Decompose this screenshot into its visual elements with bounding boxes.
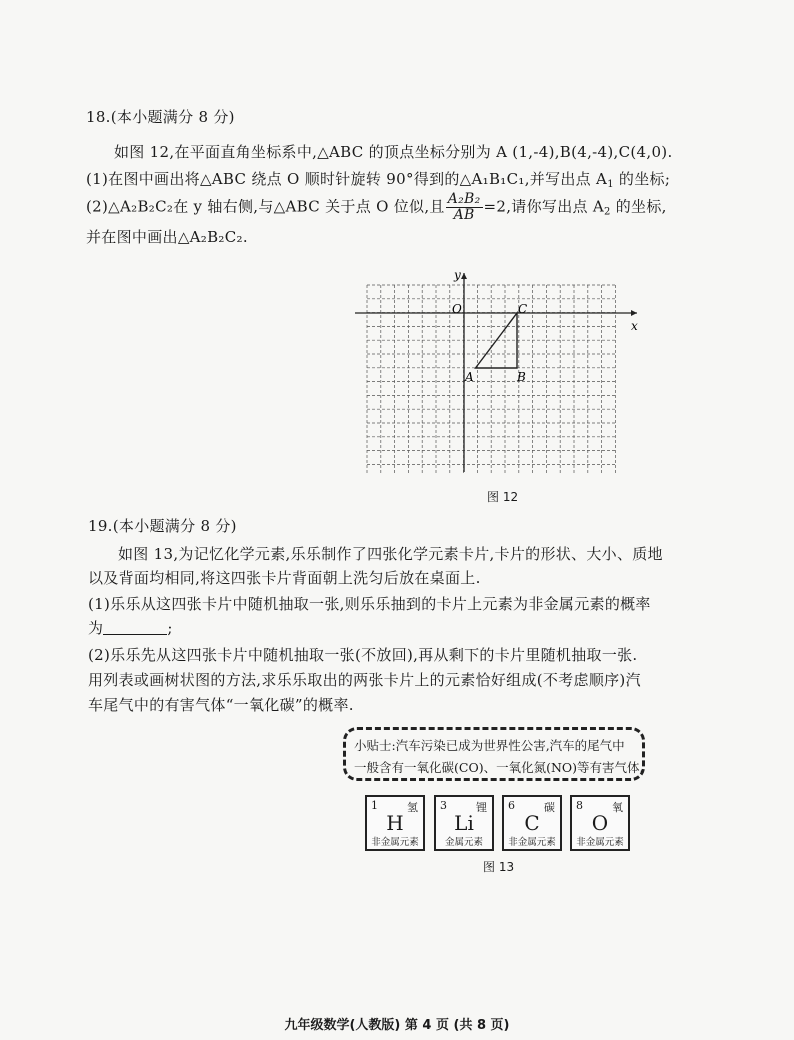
q19-line-1: 如图 13,为记忆化学元素,乐乐制作了四张化学元素卡片,卡片的形状、大小、质地 (118, 545, 663, 563)
page-footer: 九年级数学(人教版) 第 4 页 (共 8 页) (284, 1018, 510, 1033)
atomic-number: 3 (440, 799, 447, 812)
q19-line-2: 以及背面均相同,将这四张卡片背面朝上洗匀后放在桌面上. (88, 569, 481, 587)
q18-part1: (1)在图中画出将△ABC 绕点 O 顺时针旋转 90°得到的△A₁B₁C₁,并写出点 $A_1$ 的坐标; (86, 170, 671, 190)
tip-line-1: 小贴士:汽车污染已成为世界性公害,汽车的尾气中 (354, 738, 625, 753)
origin-label: O (452, 302, 462, 316)
q19-part2: (2)乐乐先从这四张卡片中随机抽取一张(不放回),再从剩下的卡片里随机抽取一张. (88, 646, 638, 664)
point-a-label: A (465, 370, 474, 384)
point-b-label: B (517, 370, 526, 384)
atomic-number: 6 (508, 799, 515, 812)
element-name: 氢 (407, 801, 418, 814)
element-card (365, 795, 425, 851)
q18-part2: (2)△A₂B₂C₂在 y 轴右侧,与△ABC 关于点 O 位似,且 $\frac{\text{A₂B₂}}{AB}$ =2,请你写出点 $A_2$ 的坐标, (86, 191, 667, 223)
atomic-number: 1 (371, 799, 378, 812)
element-name: 碳 (544, 801, 555, 814)
element-card (502, 795, 562, 851)
q19-part1-answer: 为 ; (88, 619, 173, 637)
figure-12-caption: 图 12 (487, 490, 519, 504)
element-symbol: C (524, 811, 540, 835)
element-name: 氧 (612, 801, 623, 814)
q19-part1: (1)乐乐从这四张卡片中随机抽取一张,则乐乐抽到的卡片上元素为非金属元素的概率 (88, 595, 651, 613)
element-symbol: Li (454, 811, 474, 835)
q18-part2-cont: 并在图中画出△A₂B₂C₂. (86, 228, 248, 246)
element-category: 非金属元素 (576, 837, 624, 848)
x-axis-arrow (631, 310, 637, 316)
figure-12-coordinate-grid (355, 270, 645, 475)
q19-header: 19.(本小题满分 8 分) (88, 517, 237, 535)
element-card (570, 795, 630, 851)
element-card (434, 795, 494, 851)
tip-box (343, 727, 645, 781)
y-axis-label: y (454, 270, 461, 282)
q18-header: 18.(本小题满分 8 分) (86, 108, 235, 126)
ratio-fraction: $\frac{\text{A₂B₂}}{AB}$ (447, 191, 481, 223)
figure-13-caption: 图 13 (483, 860, 515, 874)
element-category: 非金属元素 (508, 837, 556, 848)
q19-line-6: 用列表或画树状图的方法,求乐乐取出的两张卡片上的元素恰好组成(不考虑顺序)汽 (88, 671, 641, 689)
q18-intro: 如图 12,在平面直角坐标系中,△ABC 的顶点坐标分别为 A (1,-4),B(4,-4),C(4,0). (114, 143, 673, 161)
element-category: 金属元素 (444, 837, 483, 848)
q19-line-7: 车尾气中的有害气体“一氧化碳”的概率. (88, 696, 354, 714)
element-category: 非金属元素 (371, 837, 419, 848)
element-symbol: O (591, 811, 609, 835)
element-symbol: H (386, 811, 404, 835)
atomic-number: 8 (576, 799, 583, 812)
x-axis-label: x (631, 319, 638, 333)
answer-blank[interactable] (103, 622, 167, 635)
element-name: 锂 (476, 801, 487, 814)
triangle-abc (476, 313, 518, 368)
tip-line-2: 一般含有一氧化碳(CO)、一氧化氮(NO)等有害气体. (354, 760, 644, 775)
y-axis-arrow (461, 273, 467, 279)
point-c-label: C (518, 302, 528, 316)
